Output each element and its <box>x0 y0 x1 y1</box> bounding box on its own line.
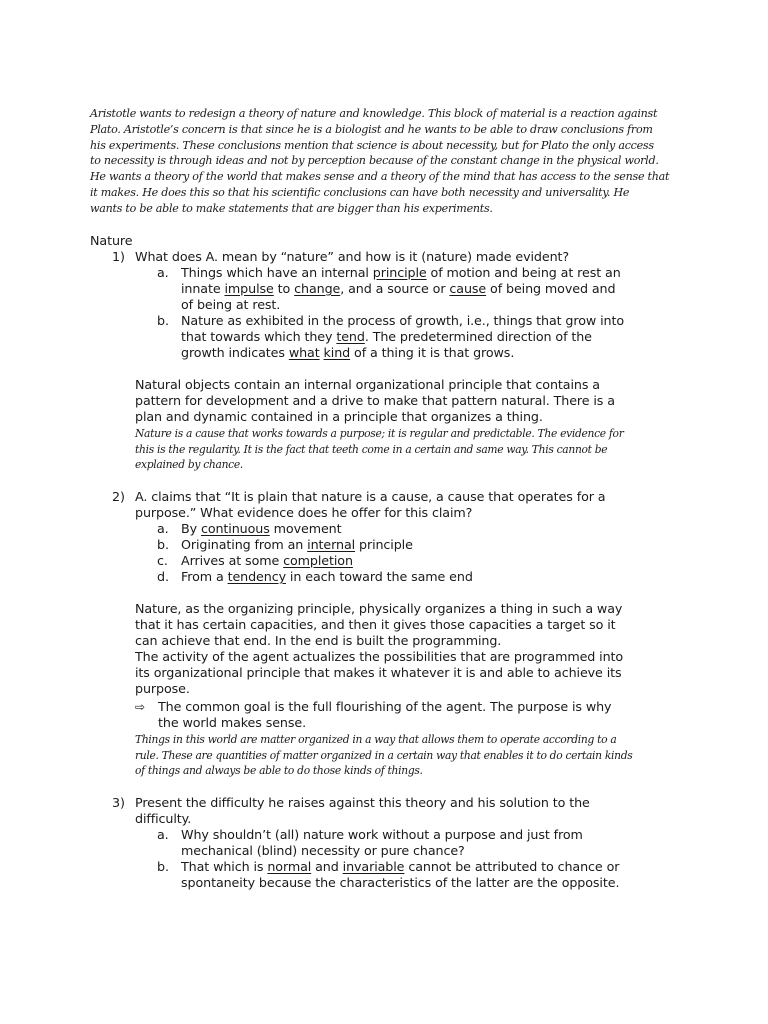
q1-note <box>135 426 695 473</box>
note-line: Nature is a cause that works towards a purpose; it is regular and predictable. The evidence for <box>135 427 624 440</box>
q3-b-line1: That which is normal and invariable cannot be attributed to chance or <box>181 859 620 874</box>
q2-marker: 2) <box>112 489 125 504</box>
note-line: Things in this world are matter organized in a way that allows them to operate according to a <box>135 733 617 746</box>
q1-a-marker: a. <box>157 265 169 280</box>
q1-paragraph <box>135 377 615 425</box>
q1-a-line2: innate impulse to change, and a source or cause of being moved and <box>181 281 616 296</box>
q1-text: What does A. mean by “nature” and how is it (nature) made evident? <box>135 249 570 264</box>
paragraph-line: plan and dynamic contained in a principle that organizes a thing. <box>135 409 543 424</box>
note-line: explained by chance. <box>135 458 243 471</box>
intro-line: wants to be able to make statements that are bigger than his experiments. <box>90 201 493 215</box>
paragraph-line: purpose. <box>135 681 190 696</box>
q3-line2: difficulty. <box>135 811 192 826</box>
q1-b-line2: that towards which they tend. The predetermined direction of the <box>181 329 592 344</box>
intro-line: Plato. Aristotle’s concern is that since he is a biologist and he wants to be able to draw conclusions from <box>90 122 653 136</box>
arrow-bullet-line2: the world makes sense. <box>158 715 307 730</box>
q1-b-line3: growth indicates what kind of a thing it is that grows. <box>181 345 515 360</box>
paragraph-line: The activity of the agent actualizes the possibilities that are programmed into <box>135 649 624 664</box>
q3-b-marker: b. <box>157 859 169 874</box>
intro-line: He wants a theory of the world that makes sense and a theory of the mind that has access to the sense that <box>90 170 670 184</box>
intro-paragraph <box>90 106 680 217</box>
paragraph-line: can achieve that end. In the end is built the programming. <box>135 633 502 648</box>
q2-item-marker: b. <box>157 537 169 552</box>
q2-line1: A. claims that “It is plain that nature is a cause, a cause that operates for a <box>135 489 606 504</box>
q3-a-line2: mechanical (blind) necessity or pure chance? <box>181 843 465 858</box>
arrow-bullet-line1: The common goal is the full flourishing of the agent. The purpose is why <box>158 699 612 714</box>
q1-marker: 1) <box>112 249 125 264</box>
q3-line1: Present the difficulty he raises against this theory and his solution to the <box>135 795 590 810</box>
q3-a-marker: a. <box>157 827 169 842</box>
q1-a-line3: of being at rest. <box>181 297 281 312</box>
q2-item-marker: c. <box>157 553 168 568</box>
section-title: Nature <box>90 233 133 248</box>
note-line: of things and always be able to do those kinds of things. <box>135 764 423 777</box>
q2-item: By continuous movement <box>181 521 342 536</box>
q3-b-line2: spontaneity because the characteristics of the latter are the opposite. <box>181 875 620 890</box>
q2-note <box>135 732 695 779</box>
q1-b-line1: Nature as exhibited in the process of growth, i.e., things that grow into <box>181 313 625 328</box>
q2-line2: purpose.” What evidence does he offer for this claim? <box>135 505 473 520</box>
arrow-bullet-icon: ⇨ <box>135 700 145 714</box>
q2-paragraph <box>135 601 623 697</box>
note-line: rule. These are quantities of matter organized in a certain way that enables it to do certain kinds <box>135 748 633 762</box>
intro-line: it makes. He does this so that his scientific conclusions can have both necessity and universality. He <box>90 185 630 199</box>
intro-line: Aristotle wants to redesign a theory of nature and knowledge. This block of material is a reaction against <box>90 107 658 120</box>
q1-a-line1: Things which have an internal principle of motion and being at rest an <box>181 265 621 280</box>
intro-line: his experiments. These conclusions mention that science is about necessity, but for Plato the only access <box>90 138 654 152</box>
paragraph-line: pattern for development and a drive to make that pattern natural. There is a <box>135 393 615 408</box>
q1-b-marker: b. <box>157 313 169 328</box>
intro-line: to necessity is through ideas and not by perception because of the constant change in the physical world. <box>90 154 659 168</box>
paragraph-line: that it has certain capacities, and then it gives those capacities a target so it <box>135 617 616 632</box>
q2-item: Arrives at some completion <box>181 553 353 568</box>
paragraph-line: its organizational principle that makes it whatever it is and able to achieve its <box>135 665 622 680</box>
q2-item: Originating from an internal principle <box>181 537 413 552</box>
paragraph-line: Natural objects contain an internal organizational principle that contains a <box>135 377 600 392</box>
q2-item: From a tendency in each toward the same end <box>181 569 473 584</box>
paragraph-line: Nature, as the organizing principle, physically organizes a thing in such a way <box>135 601 623 616</box>
q2-item-marker: a. <box>157 521 169 536</box>
note-line: this is the regularity. It is the fact that teeth come in a certain and same way. This cannot be <box>135 442 608 456</box>
q3-a-line1: Why shouldn’t (all) nature work without a purpose and just from <box>181 827 583 842</box>
q2-item-marker: d. <box>157 569 169 584</box>
q3-marker: 3) <box>112 795 125 810</box>
